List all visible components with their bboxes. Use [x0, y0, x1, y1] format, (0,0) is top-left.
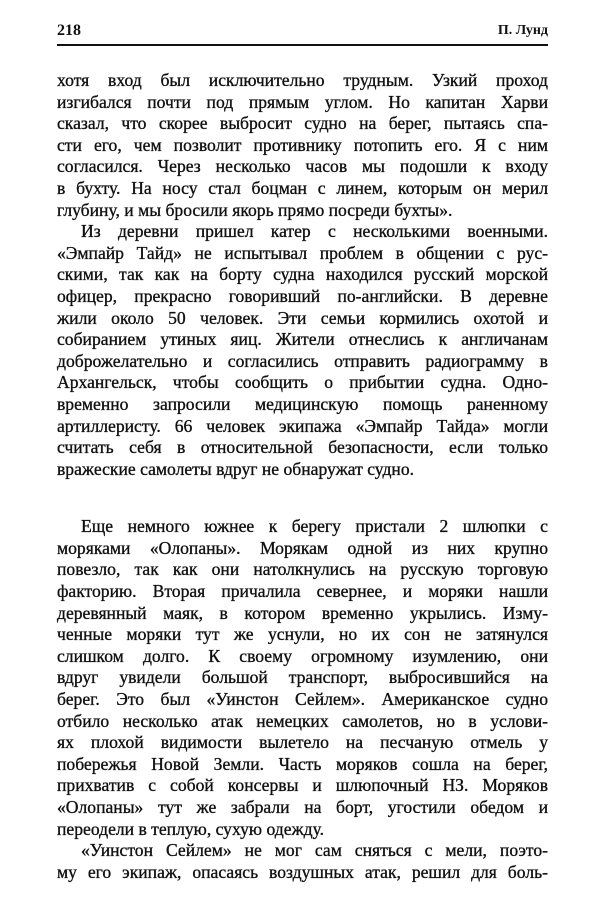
- running-header: [57, 20, 548, 46]
- page-number: 218: [57, 22, 81, 39]
- text-line: офицер, прекрасно говоривший по-английски. В деревне: [57, 285, 548, 306]
- text-line: ях плохой видимости вылетело на песчаную отмель у: [57, 732, 548, 753]
- text-line: моряками «Олопаны». Морякам одной из них крупно: [57, 537, 548, 558]
- page-body: [57, 70, 548, 883]
- text-line: му его экипаж, опасаясь воздушных атак, решил для боль-: [57, 861, 548, 882]
- paragraph: [57, 70, 548, 221]
- paragraph: [57, 221, 548, 480]
- text-line: переодели в теплую, сухую одежду.: [57, 818, 325, 839]
- text-line: побережья Новой Земли. Часть моряков сошла на берег,: [57, 753, 548, 774]
- text-line: ченные моряки тут же уснули, но их сон не затянулся: [57, 624, 548, 645]
- text-line: вражеские самолеты вдруг не обнаружат судно.: [57, 458, 415, 479]
- text-line: сти его, чем позволит противнику потопить его. Я с ним: [57, 134, 548, 155]
- text-line: берег. Это был «Уинстон Сейлем». Американское судно: [57, 689, 548, 710]
- paragraph: [57, 516, 548, 840]
- text-line: жили около 50 человек. Эти семьи кормились охотой и: [57, 307, 548, 328]
- text-line: глубину, и мы бросили якорь прямо посреди бухты».: [57, 199, 453, 220]
- text-line: артиллеристу. 66 человек экипажа «Эмпайр Тайда» могли: [57, 415, 548, 436]
- text-line: «Уинстон Сейлем» не мог сам сняться с мели, поэто-: [81, 840, 548, 861]
- text-line: скими, так как на борту судна находился русский морской: [57, 264, 548, 285]
- text-line: вдруг увидели большой транспорт, выбросившийся на: [57, 667, 548, 688]
- running-author: П. Лунд: [497, 23, 548, 38]
- paragraph: [57, 840, 548, 883]
- text-line: согласился. Через несколько часов мы подошли к входу: [57, 156, 548, 177]
- text-line: доброжелательно и согласились отправить радиограмму в: [57, 350, 548, 371]
- text-line: прихватив с собой консервы и шлюпочный НЗ. Моряков: [57, 775, 548, 796]
- text-line: деревянный маяк, в котором временно укрылись. Изму-: [57, 602, 548, 623]
- text-line: в бухту. На носу стал боцман с линем, которым он мерил: [57, 177, 548, 198]
- text-line: «Олопаны» тут же забрали на борт, угостили обедом и: [57, 797, 548, 817]
- text-line: считать себя в относительной безопасности, если только: [57, 437, 548, 458]
- text-line: повезло, так как они натолкнулись на русскую торговую: [57, 559, 548, 580]
- text-line: собиранием утиных яиц. Жители отнеслись к англичанам: [57, 329, 548, 350]
- text-line: факторию. Вторая причалила севернее, и моряки нашли: [57, 581, 548, 602]
- section-gap: [57, 480, 548, 516]
- text-line: временно запросили медицинскую помощь раненному: [57, 393, 548, 414]
- text-line: сказал, что скорее выбросит судно на берег, пытаясь спа-: [57, 113, 548, 134]
- text-line: хотя вход был исключительно трудным. Узкий проход: [57, 70, 548, 90]
- text-line: отбило несколько атак немецких самолетов, но в услови-: [57, 710, 548, 731]
- text-line: Архангельск, чтобы сообщить о прибытии судна. Одно-: [57, 372, 548, 393]
- text-line: Еще немного южнее к берегу пристали 2 шлюпки с: [81, 516, 548, 537]
- text-line: Из деревни пришел катер с несколькими военными.: [81, 221, 548, 242]
- text-line: «Эмпайр Тайд» не испытывал проблем в общении с рус-: [57, 242, 548, 263]
- text-line: слишком долго. К своему огромному изумлению, они: [57, 645, 548, 666]
- text-line: изгибался почти под прямым углом. Но капитан Харви: [57, 91, 548, 112]
